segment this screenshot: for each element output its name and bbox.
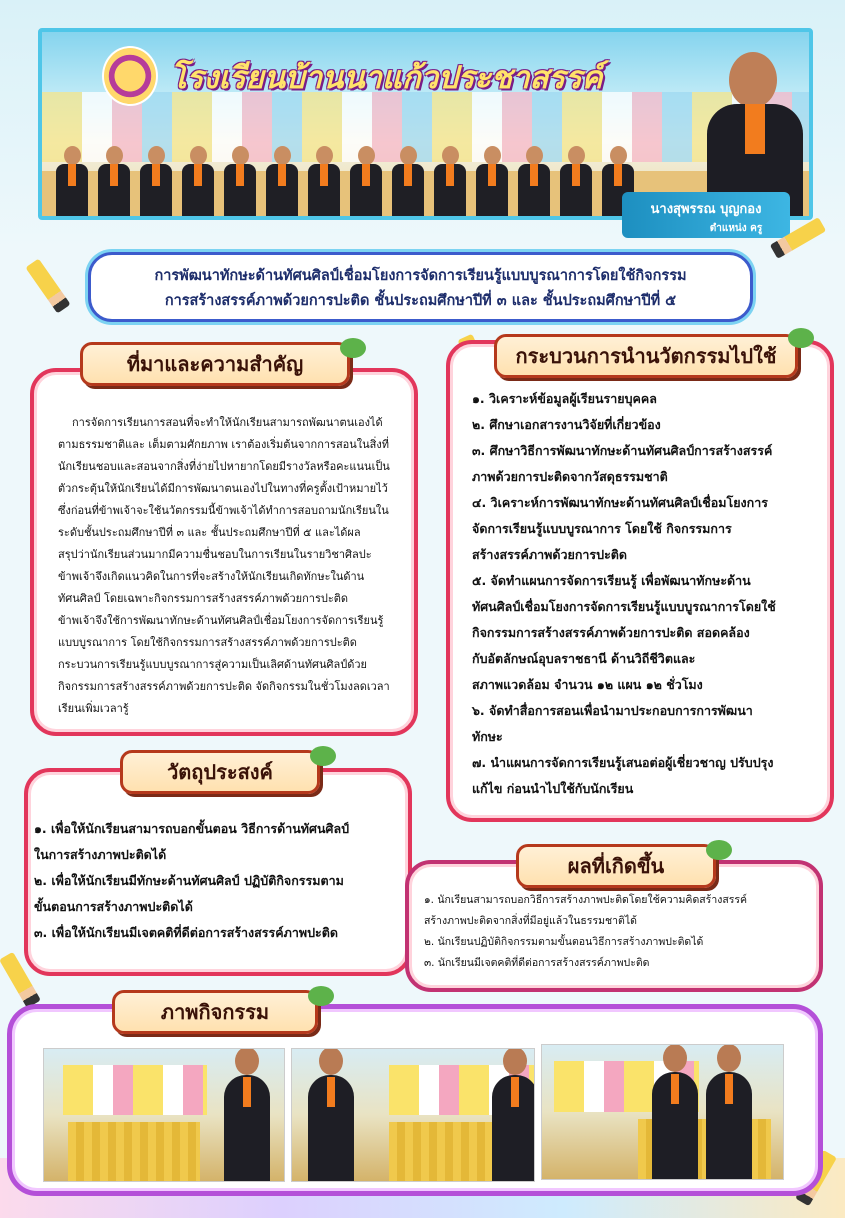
text-line: สภาพแวดล้อม จำนวน ๑๒ แผน ๑๒ ชั่วโมง bbox=[472, 677, 703, 692]
text-line: ทัศนศิลป์ โดยเฉพาะกิจกรรมการสร้างสรรค์ภาพด้วยการปะติด bbox=[58, 592, 349, 605]
text-line: ข้าพเจ้าจึงใช้การพัฒนาทักษะด้านทัศนศิลป์เชื่อมโยงการจัดการเรียนรู้ bbox=[58, 614, 384, 627]
results-text bbox=[424, 890, 816, 974]
group-photo-person bbox=[518, 146, 550, 216]
group-photo-person bbox=[560, 146, 592, 216]
group-photo-person bbox=[182, 146, 214, 216]
results-heading: ผลที่เกิดขึ้น bbox=[516, 844, 716, 888]
activity-photo-3 bbox=[541, 1044, 784, 1180]
text-line: ภาพด้วยการปะติดจากวัสดุธรรมชาติ bbox=[472, 469, 668, 484]
process-heading: กระบวนการนำนวัตกรรมไปใช้ bbox=[494, 334, 798, 378]
text-line: ในการสร้างภาพปะติดได้ bbox=[34, 847, 167, 862]
title-line-1: การพัฒนาทักษะด้านทัศนศิลป์เชื่อมโยงการจัดการเรียนรู้แบบบูรณาการโดยใช้กิจกรรม bbox=[154, 268, 687, 284]
teacher-name: นางสุพรรณ บุญกอง bbox=[650, 202, 762, 217]
text-line: ข้าพเจ้าจึงเกิดแนวคิดในการที่จะสร้างให้นักเรียนเกิดทักษะในด้าน bbox=[58, 570, 365, 583]
text-line: ๒. เพื่อให้นักเรียนมีทักษะด้านทัศนศิลป์ ปฏิบัติกิจกรรมตาม bbox=[34, 873, 344, 888]
text-line: ทักษะ bbox=[472, 729, 503, 744]
text-line: กระบวนการเรียนรู้แบบบูรณาการสู่ความเป็นเลิศด้านทัศนศิลป์ด้วย bbox=[58, 658, 367, 671]
leaf-decoration bbox=[340, 338, 366, 358]
leaf-decoration bbox=[706, 840, 732, 860]
objectives-heading: วัตถุประสงค์ bbox=[120, 750, 320, 794]
text-line: แบบบูรณาการ โดยใช้กิจกรรมการสร้างสรรค์ภาพด้วยการปะติด bbox=[58, 636, 357, 649]
background-text bbox=[58, 412, 408, 720]
leaf-decoration bbox=[788, 328, 814, 348]
text-line: ๓. ศึกษาวิธีการพัฒนาทักษะด้านทัศนศิลป์การสร้างสรรค์ bbox=[472, 443, 773, 458]
text-line: ๒. นักเรียนปฏิบัติกิจกรรมตามขั้นตอนวิธีการสร้างภาพปะติดได้ bbox=[424, 936, 704, 948]
process-text bbox=[472, 386, 814, 802]
text-line: ตัวกระตุ้นให้นักเรียนได้มีการพัฒนาตนเองไปในทางที่ครูตั้งเป้าหมายไว้ bbox=[58, 482, 388, 495]
pencil-icon bbox=[25, 258, 70, 313]
group-photo-person bbox=[476, 146, 508, 216]
text-line: ทัศนศิลป์เชื่อมโยงการจัดการเรียนรู้แบบบูรณาการโดยใช้ bbox=[472, 599, 776, 614]
text-line: สร้างภาพปะติดจากสิ่งที่มีอยู่แล้วในธรรมชาติได้ bbox=[424, 915, 637, 927]
text-line: ๗. นำแผนการจัดการเรียนรู้เสนอต่อผู้เชี่ยวชาญ ปรับปรุง bbox=[472, 755, 774, 770]
text-line: ระดับชั้นประถมศึกษาปีที่ ๓ และ ชั้นประถมศึกษาปีที่ ๕ และได้ผล bbox=[58, 526, 361, 539]
group-photo-person bbox=[434, 146, 466, 216]
group-photo-person bbox=[98, 146, 130, 216]
text-line: เรียนเพิ่มเวลารู้ bbox=[58, 702, 129, 715]
text-line: ขั้นตอนการสร้างภาพปะติดได้ bbox=[34, 899, 193, 914]
text-line: ๕. จัดทำแผนการจัดการเรียนรู้ เพื่อพัฒนาทักษะด้าน bbox=[472, 573, 751, 588]
text-line: กิจกรรมการสร้างสรรค์ภาพด้วยการปะติด จัดกิจกรรมในชั่วโมงลดเวลา bbox=[58, 680, 390, 693]
school-logo bbox=[102, 46, 158, 106]
background-heading: ที่มาและความสำคัญ bbox=[80, 342, 350, 386]
leaf-decoration bbox=[310, 746, 336, 766]
group-photo-person bbox=[308, 146, 340, 216]
text-line: กิจกรรมการสร้างสรรค์ภาพด้วยการปะติด สอดคล้อง bbox=[472, 625, 750, 640]
text-line: ๑. วิเคราะห์ข้อมูลผู้เรียนรายบุคคล bbox=[472, 391, 657, 406]
text-line: สร้างสรรค์ภาพด้วยการปะติด bbox=[472, 547, 628, 562]
text-line: แก้ไข ก่อนนำไปใช้กับนักเรียน bbox=[472, 781, 634, 796]
text-line: ๔. วิเคราะห์การพัฒนาทักษะด้านทัศนศิลป์เชื่อมโยงการ bbox=[472, 495, 768, 510]
activity-photo-1 bbox=[43, 1048, 285, 1182]
group-photo-person bbox=[266, 146, 298, 216]
school-name: โรงเรียนบ้านนาแก้วประชาสรรค์ bbox=[170, 60, 603, 96]
text-line: ๑. นักเรียนสามารถบอกวิธีการสร้างภาพปะติดโดยใช้ความคิดสร้างสรรค์ bbox=[424, 894, 748, 906]
text-line: ๖. จัดทำสื่อการสอนเพื่อนำมาประกอบการการพัฒนา bbox=[472, 703, 753, 718]
text-line: ๓. นักเรียนมีเจตคติที่ดีต่อการสร้างสรรค์ภาพปะติด bbox=[424, 957, 650, 969]
text-line: ซึ่งก่อนที่ข้าพเจ้าจะใช้นวัตกรรมนี้ข้าพเจ้าได้ทำการสอบถามนักเรียนใน bbox=[58, 504, 389, 517]
text-line: ๑. เพื่อให้นักเรียนสามารถบอกขั้นตอน วิธีการด้านทัศนศิลป์ bbox=[34, 821, 350, 836]
teacher-position: ตำแหน่ง ครู bbox=[709, 223, 763, 234]
group-photo-person bbox=[224, 146, 256, 216]
teacher-name-plate bbox=[622, 192, 790, 238]
text-line: ๓. เพื่อให้นักเรียนมีเจตคติที่ดีต่อการสร้างสรรค์ภาพปะติด bbox=[34, 925, 338, 940]
project-title bbox=[88, 252, 753, 322]
group-photo-person bbox=[56, 146, 88, 216]
text-line: กับอัตลักษณ์อุบลราชธานี ด้านวิถีชีวิตและ bbox=[472, 651, 696, 666]
text-line: ๒. ศึกษาเอกสารงานวิจัยที่เกี่ยวข้อง bbox=[472, 417, 661, 432]
group-photo-person bbox=[392, 146, 424, 216]
text-line: จัดการเรียนรู้แบบบูรณาการ โดยใช้ กิจกรรมการ bbox=[472, 521, 732, 536]
group-photo-person bbox=[140, 146, 172, 216]
text-line: การจัดการเรียนการสอนที่จะทำให้นักเรียนสามารถพัฒนาตนเองได้ bbox=[72, 416, 383, 429]
text-line: สรุปว่านักเรียนส่วนมากมีความชื่นชอบในการเรียนในรายวิชาศิลปะ bbox=[58, 548, 372, 561]
gallery-heading: ภาพกิจกรรม bbox=[112, 990, 318, 1034]
text-line: ตามธรรมชาติและ เต็มตามศักยภาพ เราต้องเริ่มต้นจากการสอนในสิ่งที่ bbox=[58, 438, 390, 451]
leaf-decoration bbox=[308, 986, 334, 1006]
activity-photo-2 bbox=[291, 1048, 535, 1182]
objectives-text bbox=[34, 816, 402, 946]
group-photo-person bbox=[350, 146, 382, 216]
title-line-2: การสร้างสรรค์ภาพด้วยการปะติด ชั้นประถมศึกษาปีที่ ๓ และ ชั้นประถมศึกษาปีที่ ๕ bbox=[164, 293, 677, 309]
text-line: นักเรียนชอบและสอนจากสิ่งที่ง่ายไปหายากโดยมีรางวัลหรือคะแนนเป็น bbox=[58, 460, 390, 473]
